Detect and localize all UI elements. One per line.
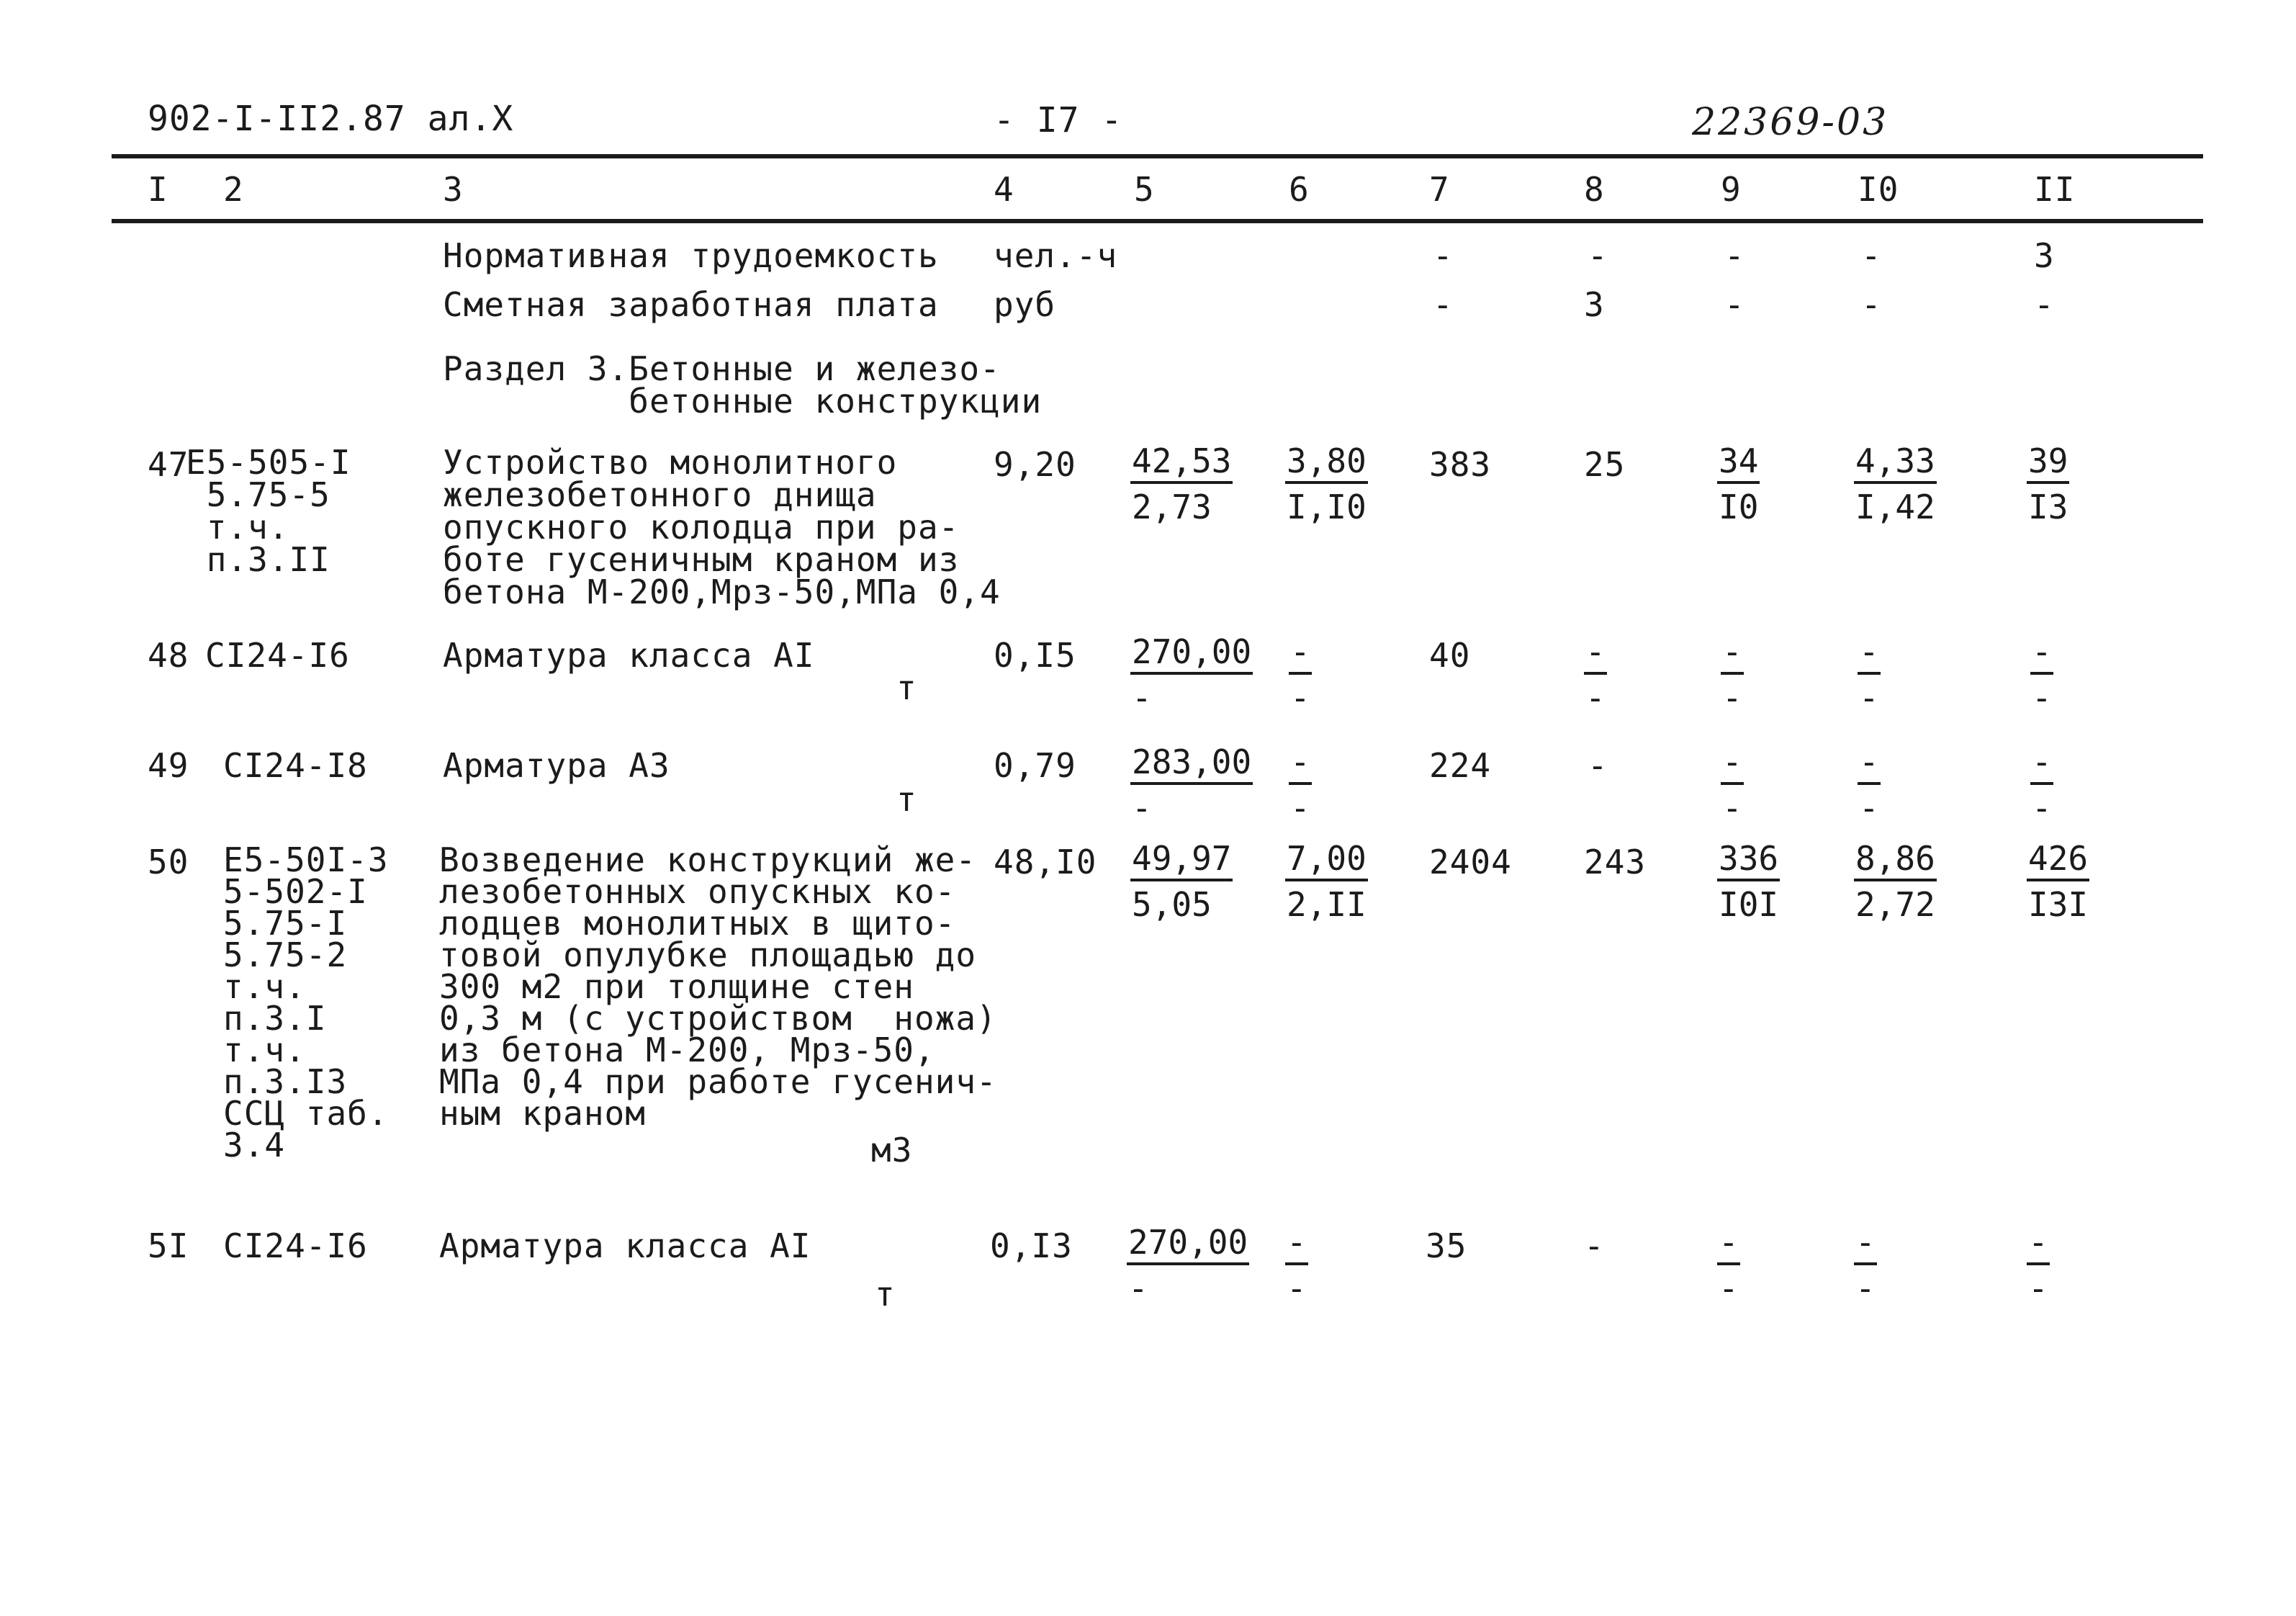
header-bottom-rule (112, 219, 2203, 223)
cell-c6-den: - (1287, 1269, 1307, 1308)
cell-c10-den: 2,72 (1855, 885, 1935, 924)
cell-c5-den: - (1132, 789, 1152, 827)
cell-c7: 2404 (1429, 843, 1512, 881)
cell-c11-num: - (2030, 632, 2053, 675)
row-description: Арматура А3 (443, 746, 670, 785)
cell-c10-den: I,42 (1855, 488, 1935, 526)
cell-c7: - (1433, 285, 1454, 324)
cell-c9-num: - (1717, 1222, 1740, 1265)
cell-c9-den: - (1722, 789, 1742, 827)
cell-c6 (1289, 742, 1312, 831)
column-header-6: 6 (1289, 170, 1310, 209)
cell-c10 (1854, 1222, 1877, 1311)
cell-c11-den: - (2028, 1269, 2048, 1308)
cell-c6-num: - (1285, 1222, 1308, 1265)
cell-c8-num: - (1584, 632, 1607, 675)
cell-c11-den: - (2032, 789, 2052, 827)
intro-unit: чел.-ч (994, 236, 1118, 275)
cell-c9-num: - (1721, 632, 1744, 675)
cell-c11 (2027, 441, 2069, 530)
cell-c9-num: - (1721, 742, 1744, 785)
row-quantity: 0,I3 (990, 1226, 1073, 1265)
cell-c11 (2027, 1222, 2050, 1311)
cell-c6-num: - (1289, 742, 1312, 785)
cell-c11: - (2034, 285, 2055, 324)
cell-c6-num: 7,00 (1285, 838, 1368, 881)
cell-c10-den: - (1859, 678, 1879, 717)
cell-c7: 40 (1429, 636, 1471, 675)
cell-c6-num: - (1289, 632, 1312, 675)
cell-c9-den: - (1719, 1269, 1739, 1308)
cell-c8: - (1588, 746, 1608, 785)
cell-c9 (1717, 441, 1760, 530)
cell-c9 (1721, 742, 1744, 831)
column-header-11: II (2034, 170, 2076, 209)
intro-label: Нормативная трудоемкость (443, 236, 939, 275)
cell-c11: 3 (2034, 236, 2055, 275)
archive-number: 22369-03 (1692, 101, 1889, 144)
section-title: Раздел 3.Бетонные и железо- бетонные конструкции (443, 349, 1043, 421)
cell-c10-num: - (1858, 742, 1881, 785)
row-number: 47 (148, 445, 189, 484)
cell-c6-den: 2,II (1287, 885, 1367, 924)
cell-c5-den: - (1132, 678, 1152, 717)
cell-c9-den: I0 (1719, 488, 1759, 526)
header-top-rule (112, 154, 2203, 158)
document-code: 902-I-II2.87 ал.X (148, 99, 514, 139)
row-quantity: 48,I0 (994, 843, 1097, 881)
cell-c6-den: - (1290, 789, 1310, 827)
cell-c10-num: 4,33 (1854, 441, 1937, 484)
row-description: Арматура класса АI (443, 636, 815, 675)
cell-c9: - (1724, 236, 1745, 275)
cell-c9-den: I0I (1719, 885, 1779, 924)
cell-c10 (1854, 441, 1937, 530)
row-quantity: 0,I5 (994, 636, 1076, 675)
row-unit: т (896, 780, 917, 819)
cell-c10: - (1861, 285, 1882, 324)
row-code: Е5-50I-3 5-502-I 5.75-I 5.75-2 т.ч. п.3.I т.ч. п.3.I3 ССЦ таб. 3.4 (223, 840, 389, 1164)
cell-c6 (1285, 1222, 1308, 1311)
column-header-2: 2 (223, 170, 244, 209)
cell-c11-num: - (2027, 1222, 2050, 1265)
row-code: СI24-I8 (223, 746, 368, 785)
cell-c5 (1127, 1222, 1249, 1311)
cell-c11-num: 39 (2027, 441, 2069, 484)
page-number: - I7 - (994, 100, 1123, 140)
column-header-9: 9 (1721, 170, 1742, 209)
cell-c11-num: 426 (2027, 838, 2089, 881)
cell-c9-num: 336 (1717, 838, 1780, 881)
cell-c9 (1721, 632, 1744, 721)
row-number: 5I (148, 1226, 189, 1265)
row-quantity: 0,79 (994, 746, 1076, 785)
cell-c9-num: 34 (1717, 441, 1760, 484)
cell-c10 (1854, 838, 1937, 928)
cell-c10-den: - (1855, 1269, 1876, 1308)
cell-c5-den: 5,05 (1132, 885, 1212, 924)
column-header-8: 8 (1584, 170, 1605, 209)
cell-c5 (1130, 838, 1233, 928)
cell-c11 (2030, 742, 2053, 831)
cell-c10-num: - (1858, 632, 1881, 675)
cell-c6-den: I,I0 (1287, 488, 1367, 526)
cell-c8: 25 (1584, 445, 1626, 484)
cell-c6 (1289, 632, 1312, 721)
cell-c6 (1285, 441, 1368, 530)
row-unit: т (875, 1275, 896, 1314)
cell-c9: - (1724, 285, 1745, 324)
cell-c5 (1130, 742, 1253, 831)
row-number: 50 (148, 843, 189, 881)
cell-c8-den: - (1585, 678, 1606, 717)
cell-c10 (1858, 632, 1881, 721)
cell-c5-num: 42,53 (1130, 441, 1233, 484)
column-header-5: 5 (1134, 170, 1155, 209)
cell-c11-num: - (2030, 742, 2053, 785)
column-header-10: I0 (1858, 170, 1899, 209)
row-code: СI24-I6 (223, 1226, 368, 1265)
row-number: 48 (148, 636, 189, 675)
cell-c8: - (1584, 1226, 1605, 1265)
cell-c10 (1858, 742, 1881, 831)
column-header-1: I (148, 170, 168, 209)
cell-c8 (1584, 632, 1607, 721)
cell-c8: 243 (1584, 843, 1647, 881)
cell-c11 (2027, 838, 2089, 928)
intro-label: Сметная заработная плата (443, 285, 939, 324)
cell-c5-num: 270,00 (1127, 1222, 1249, 1265)
cell-c7: 383 (1429, 445, 1492, 484)
intro-unit: руб (994, 285, 1056, 324)
row-description: Устройство монолитного железобетонного днища опускного колодца при ра- боте гусеничным краном из бетона М-200,Мрз-50,МПа 0,4 (443, 443, 1001, 611)
row-code: Е5-505-I 5.75-5 т.ч. п.3.II (186, 443, 351, 579)
row-number: 49 (148, 746, 189, 785)
cell-c5 (1130, 632, 1253, 721)
row-unit: т (896, 668, 917, 707)
cell-c10: - (1861, 236, 1882, 275)
cell-c7: - (1433, 236, 1454, 275)
cell-c11-den: I3 (2028, 488, 2068, 526)
cell-c10-num: 8,86 (1854, 838, 1937, 881)
cell-c9 (1717, 1222, 1740, 1311)
cell-c9-den: - (1722, 678, 1742, 717)
cell-c11-den: - (2032, 678, 2052, 717)
cell-c11 (2030, 632, 2053, 721)
row-unit: м3 (871, 1131, 913, 1170)
cell-c10-num: - (1854, 1222, 1877, 1265)
cell-c8: 3 (1584, 285, 1605, 324)
column-header-7: 7 (1429, 170, 1450, 209)
cell-c7: 35 (1426, 1226, 1467, 1265)
cell-c7: 224 (1429, 746, 1492, 785)
cell-c5-num: 270,00 (1130, 632, 1253, 675)
cell-c11-den: I3I (2028, 885, 2089, 924)
cell-c5 (1130, 441, 1233, 530)
row-description: Арматура класса АI (439, 1226, 811, 1265)
cell-c10-den: - (1859, 789, 1879, 827)
cell-c6-den: - (1290, 678, 1310, 717)
row-description: Возведение конструкций же- лезобетонных опускных ко- лодцев монолитных в щито- товой опулубке площадью до 300 м2 при толщине стен 0,3 м (с устройством ножа) из бетона М-200, Мрз-50, МПа 0,4 при работе гусенич- ным краном (439, 840, 997, 1133)
row-quantity: 9,20 (994, 445, 1076, 484)
column-header-4: 4 (994, 170, 1014, 209)
cell-c9 (1717, 838, 1780, 928)
column-header-3: 3 (443, 170, 464, 209)
cell-c5-num: 283,00 (1130, 742, 1253, 785)
cell-c5-num: 49,97 (1130, 838, 1233, 881)
cell-c5-den: 2,73 (1132, 488, 1212, 526)
cell-c5-den: - (1128, 1269, 1148, 1308)
row-code: СI24-I6 (205, 636, 350, 675)
cell-c6-num: 3,80 (1285, 441, 1368, 484)
cell-c6 (1285, 838, 1368, 928)
cell-c8: - (1588, 236, 1608, 275)
